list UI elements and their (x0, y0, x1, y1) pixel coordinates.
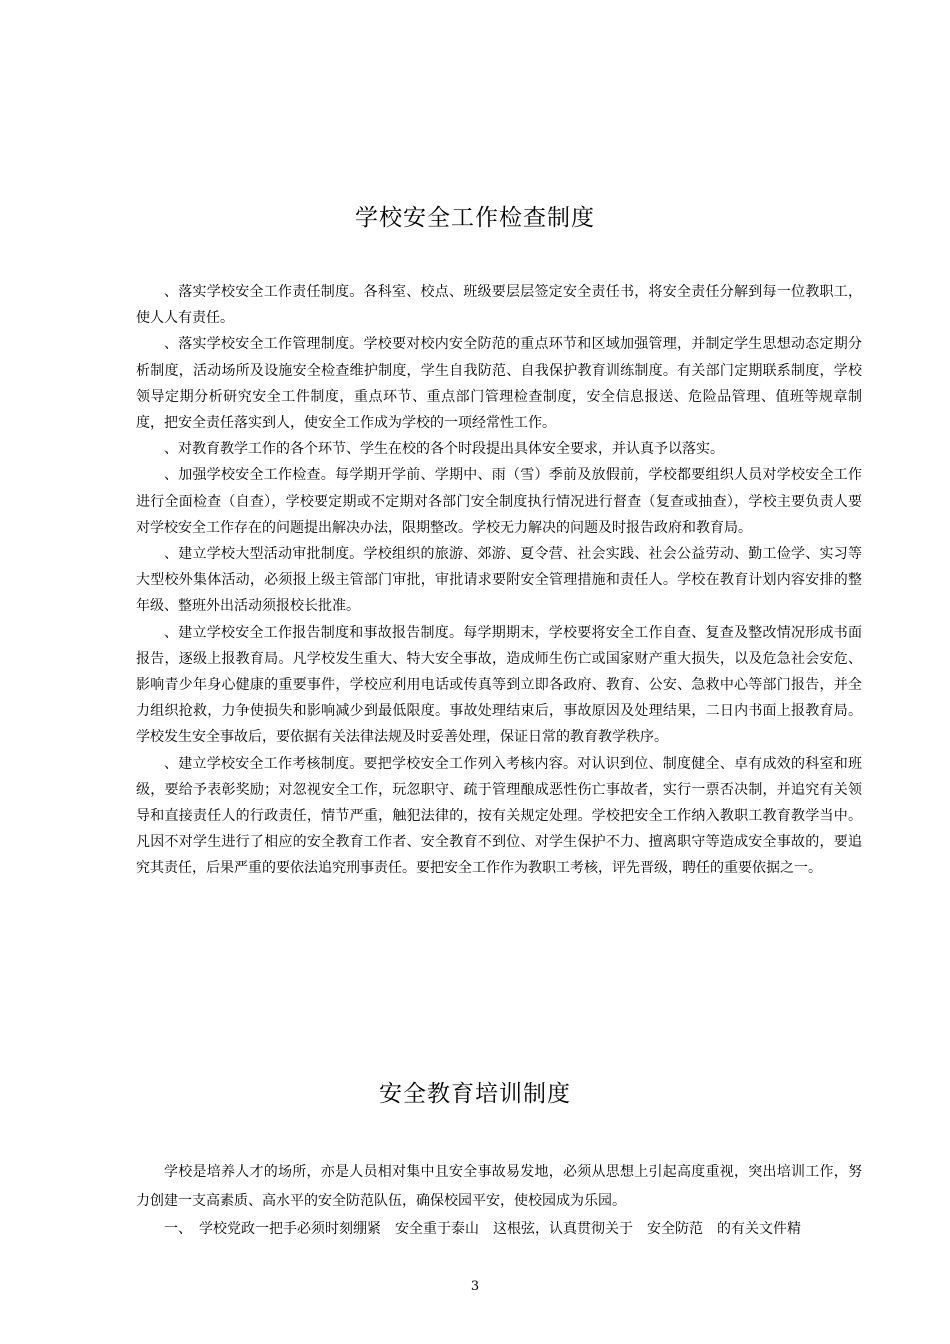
document-title-safety-training: 安全教育培训制度 (379, 1081, 571, 1107)
paragraph-training-intro: 学校是培养人才的场所，亦是人员相对集中且安全事故易发地，必须从思想上引起高度重视，突出培训工作，努力创建一支高素质、高水平的安全防范队伍，确保校园平安，使校园成为乐园。 (136, 1164, 862, 1209)
paragraph-accident-reporting: 、建立学校安全工作报告制度和事故报告制度。每学期期末，学校要将安全工作自查、复查及整改情况形成书面报告，逐级上报教育局。凡学校发生重大、特大安全事故，造成师生伤亡或国家财产重大损失，以及危急社会安危、影响青少年身心健康的重要事件，学校应利用电话或传真等到立即各政府、教育、公安、急救中心等部门报告，并全力组织抢救，力争使损失和影响减少到最低限度。事故处理结束后，事故原因及处理结果，二日内书面上报教育局。学校发生安全事故后，要依据有关法律法规及时妥善处理，保证日常的教育教学秩序。 (136, 624, 862, 746)
section-safety-training-body (136, 1158, 862, 1244)
page-number: 3 (470, 1279, 480, 1294)
section-safety-inspection-body (136, 279, 862, 882)
paragraph-teaching-safety-requirements: 、对教育教学工作的各个环节、学生在校的各个时段提出具体安全要求，并认真予以落实。 (164, 441, 724, 458)
paragraph-safety-assessment: 、建立学校安全工作考核制度。要把学校安全工作列入考核内容。对认识到位、制度健全、卓有成效的科室和班级，要给予表彰奖励；对忽视安全工作，玩忽职守、疏于管理酿成恶性伤亡事故者，实行一票否决制，并追究有关领导和直接责任人的行政责任，情节严重，触犯法律的，按有关规定处理。学校把安全工作纳入教职工教育教学当中。凡因不对学生进行了相应的安全教育工作者、安全教育不到位、对学生保护不力、擅离职守等造成安全事故的，要追究其责任，后果严重的要依法追究刑事责任。要把安全工作作为教职工考核，评先晋级，聘任的重要依据之一。 (136, 755, 862, 877)
paragraph-training-item-1: 一、 学校党政一把手必须时刻绷紧 安全重于泰山 这根弦，认真贯彻关于 安全防范 的有关文件精 (164, 1221, 801, 1237)
paragraph-management-system: 、落实学校安全工作管理制度。学校要对校内安全防范的重点环节和区域加强管理，并制定学生思想动态定期分析制度，活动场所及设施安全检查维护制度，学生自我防范、自我保护教育训练制度。有关部门定期联系制度，学校领导定期分析研究安全工件制度，重点环节、重点部门管理检查制度，安全信息报送、危险品管理、值班等规章制度，把安全责任落实到人，使安全工作成为学校的一项经常性工作。 (136, 336, 862, 432)
paragraph-safety-inspection: 、加强学校安全工作检查。每学期开学前、学期中、雨（雪）季前及放假前，学校都要组织人员对学校安全工作进行全面检查（自查），学校要定期或不定期对各部门安全制度执行情况进行督查（复查或抽查），学校主要负责人要对学校安全工作存在的问题提出解决办法，限期整改。学校无力解决的问题及时报告政府和教育局。 (136, 467, 862, 536)
paragraph-responsibility-system: 、落实学校安全工作责任制度。各科室、校点、班级要层层签定安全责任书，将安全责任分解到每一位教职工，使人人有责任。 (136, 284, 862, 327)
document-title-safety-inspection: 学校安全工作检查制度 (355, 205, 595, 231)
paragraph-activity-approval: 、建立学校大型活动审批制度。学校组织的旅游、郊游、夏令营、社会实践、社会公益劳动、勤工俭学、实习等大型校外集体活动，必须报上级主管部门审批，审批请求要附安全管理措施和责任人。学校在教育计划内容安排的整年级、整班外出活动须报校长批准。 (136, 546, 862, 615)
